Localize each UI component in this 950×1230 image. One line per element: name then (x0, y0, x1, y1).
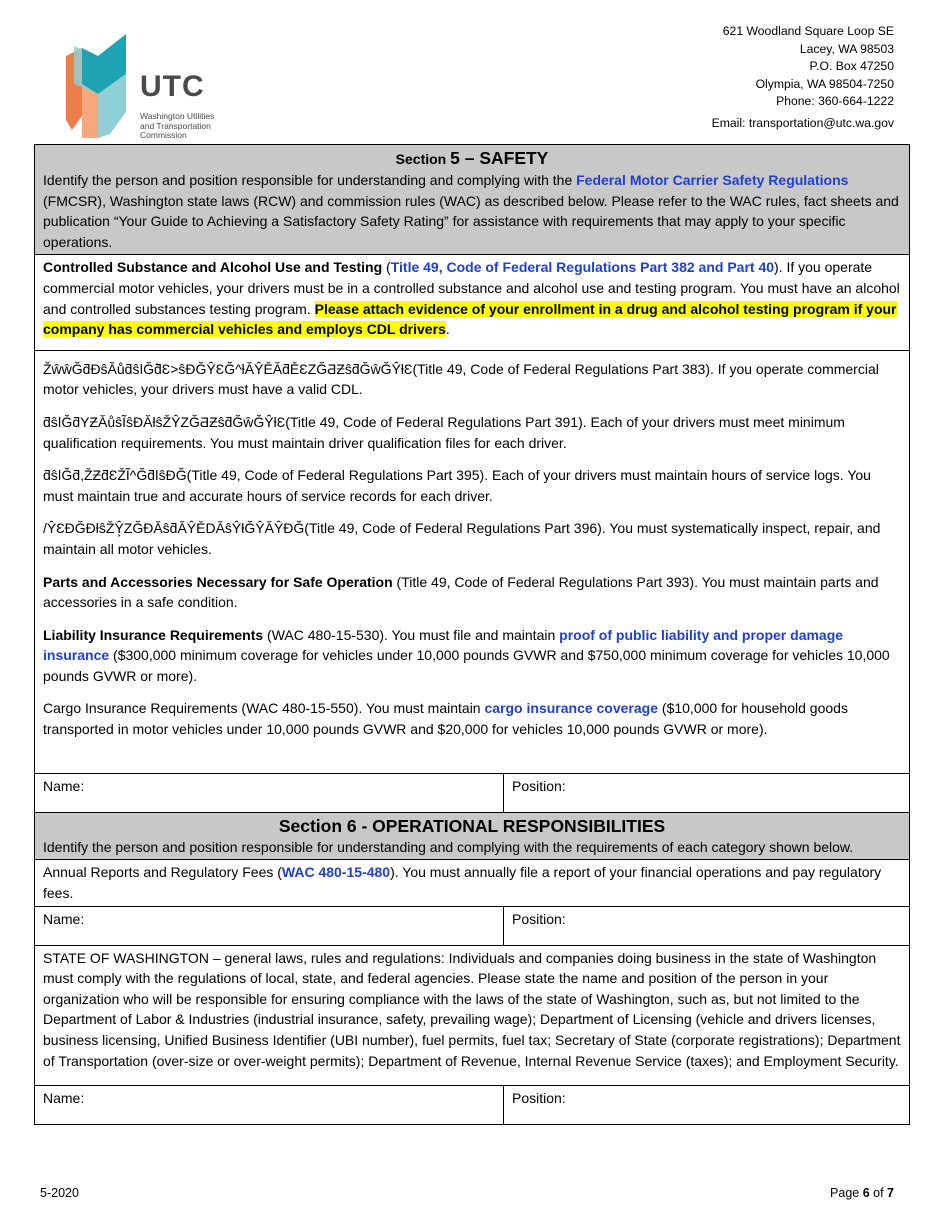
utc-logo-mark (64, 34, 130, 138)
section6-header (35, 812, 910, 860)
section6-position-field-1[interactable]: Position: (504, 906, 910, 945)
highlight-notice: Please attach evidence of your enrollment in a drug and alcohol testing program if your company has commercial vehicles and employs CDL drivers (43, 300, 897, 338)
liability-insurance-link[interactable]: proof of public liability and proper damage insurance (43, 626, 844, 664)
safety-requirements-cell (35, 350, 910, 773)
controlled-substance-cell: Controlled Substance and Alcohol Use and Testing (Title 49, Code of Federal Regulations Part 382 and Part 40). If you operate commercial motor vehicles, your drivers must be in a controlled substance and alcohol use and testing program. You must have an alcohol and controlled substances testing program. Please attach evidence of your enrollment in a drug and alcohol testing program if your company has commercial vehicles and employs CDL drivers. (35, 255, 910, 350)
logo-subtitle: Washington Utilities and Transportation Commission (140, 111, 215, 140)
section5-title: Section 5 – SAFETY (395, 148, 549, 168)
section5-name-field[interactable]: Name: (35, 773, 504, 812)
driver-qualification-requirement: ƌŝǀĞƌYƵĂůŝĨŝĐĂƚŝŽŶZĞƋƵŝƌĞŵĞŶƚƐ(Title 49, Code of Federal Regulations Part 391). Each of your drivers must meet minimum qualification requirements. You must maintain driver qualification files for each driver. (43, 413, 845, 451)
cargo-requirement: Cargo Insurance Requirements (WAC 480-15-550). You must maintain cargo insurance coverage ($10,000 for household goods transported in motor vehicles under 10,000 pounds GVWR and $20,000 for vehicles 10,000 pounds GVWR or more). (43, 700, 848, 738)
section6-intro: Identify the person and position responsible for understanding and complying with the requirements of each category shown below. (43, 838, 854, 855)
liability-requirement: Liability Insurance Requirements (WAC 480-15-530). You must file and maintain proof of public liability and proper damage insurance ($300,000 minimum coverage for vehicles under 10,000 pounds GVWR and $750,000 minimum coverage for vehicles 10,000 pounds GVWR or more). (43, 626, 890, 684)
page-number: Page 6 of 7 (830, 1186, 894, 1200)
hours-of-service-requirement: ƌŝǀĞƌ,ŽƵƌƐŽĨ^ĞƌǀŝĐĞ(Title 49, Code of Federal Regulations Part 395). Each of your drivers must maintain hours of service logs. You must maintain true and accurate hours of service records for each driver. (43, 467, 871, 504)
state-laws-cell: STATE OF WASHINGTON – general laws, rules and regulations: Individuals and companies doing business in the state of Washington must comply with the regulations of local, state, and federal agencies. Please state the name and position of the person in your organization who will be responsible for ensuring compliance with the laws of the state of Washington, such as, but not limited to the Department of Labor & Industries (industrial insurance, safety, prevailing wage); Department of Licensing (vehicle and drivers licenses, business licensing, Unified Business Identifier (UBI number), fuel permits, fuel tax; Secretary of State (corporate registrations); Department of Transportation (over-size or over-weight permits); Department of Revenue, Internal Revenue Service (taxes); and Employment Security. (35, 945, 910, 1086)
fmcsr-link[interactable]: Federal Motor Carrier Safety Regulations (576, 172, 849, 188)
cdl-requirement: ŽŵŵĞƌĐŝĂůƌŝǀĞƌ͛Ɛ>ŝĐĞŶƐĞ^ƚĂŶĚĂƌĚƐZĞƋƵŝƌĞŵĞŶƚƐ(Title 49, Code of Federal Regulations Part 383). If you operate commercial motor vehicles, your drivers must have a valid CDL. (43, 360, 879, 398)
section5-header (35, 145, 910, 255)
section5-position-field[interactable]: Position: (504, 773, 910, 812)
wac-480-15-480-link[interactable]: WAC 480-15-480 (281, 864, 391, 881)
address-line: Olympia, WA 98504-7250 (755, 76, 894, 91)
phone: Phone: 360-664-1222 (776, 94, 894, 108)
inspection-requirement: /ŶƐƉĞĐƚŝŽŶ͕ZĞƉĂŝƌĂŶĚDĂŝŶƚĞŶĂŶĐĞ(Title 49, Code of Federal Regulations Part 396). You must systematically inspect, repair, and maintain all motor vehicles. (43, 520, 881, 557)
section6-name-field-1[interactable]: Name: (35, 906, 504, 945)
utc-logo (64, 34, 234, 140)
address-line: 621 Woodland Square Loop SE (722, 24, 894, 38)
logo-wordmark: UTC (140, 70, 205, 103)
section5-intro: Identify the person and position responsible for understanding and complying with the Federal Motor Carrier Safety Regulations (FMCSR), Washington state laws (RCW) and commission rules (WAC) as described below. Please refer to the WAC rules, fact sheets and publication “Your Guide to Achieving a Satisfactory Safety Rating” for assistance with requirements that may apply to your specific operations. (43, 172, 899, 250)
email: Email: transportation@utc.wa.gov (711, 115, 894, 130)
section6-title: Section 6 - OPERATIONAL RESPONSIBILITIES (278, 815, 666, 836)
section6-name-field-2[interactable]: Name: (35, 1086, 504, 1125)
address-line: Lacey, WA 98503 (799, 41, 894, 56)
section6-position-field-2[interactable]: Position: (504, 1086, 910, 1125)
cargo-insurance-link[interactable]: cargo insurance coverage (484, 700, 659, 717)
regulatory-fees-cell: Annual Reports and Regulatory Fees (WAC 480-15-480). You must annually file a report of your financial operations and pay regulatory fees. (35, 860, 910, 906)
address-line: P.O. Box 47250 (809, 59, 894, 73)
part-382-link[interactable]: Title 49, Code of Federal Regulations Part 382 and Part 40 (390, 259, 775, 276)
safety-form-table (34, 144, 910, 1125)
revision-date: 5-2020 (40, 1186, 79, 1200)
address-block (712, 23, 894, 132)
parts-requirement: Parts and Accessories Necessary for Safe Operation (Title 49, Code of Federal Regulations Part 393). You must maintain parts and accessories in a safe condition. (43, 573, 879, 611)
